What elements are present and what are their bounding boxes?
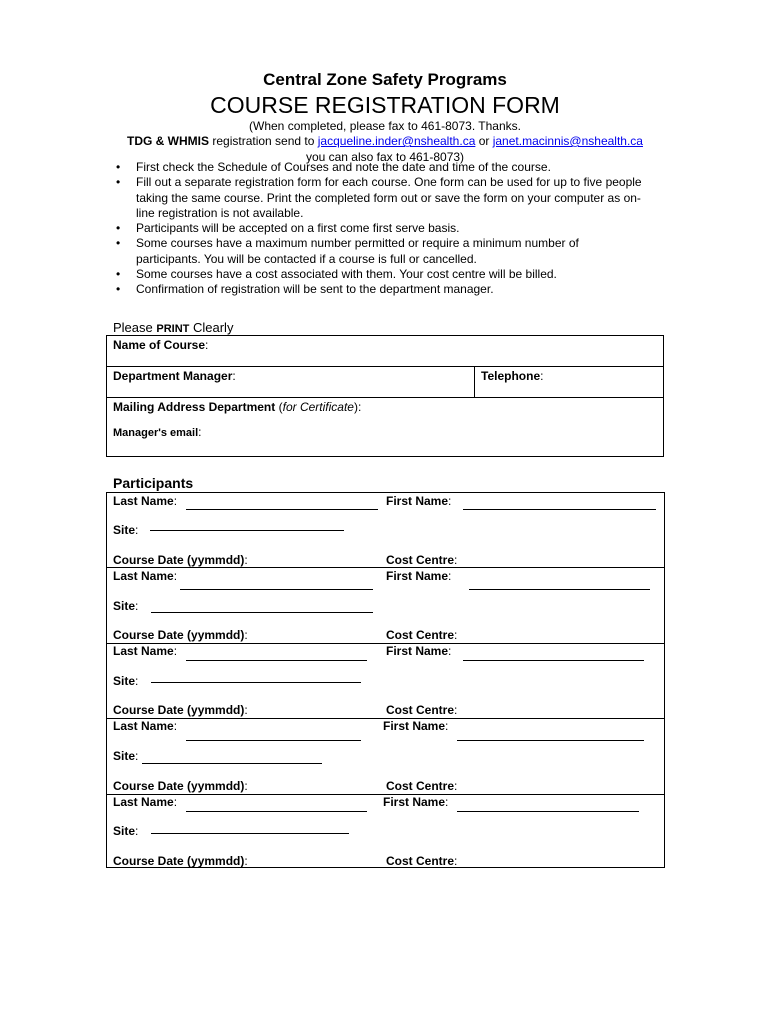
course-date-label[interactable]: Course Date (yymmdd): xyxy=(113,854,248,868)
site-label: Site: xyxy=(113,523,139,537)
last-name-label: Last Name: xyxy=(113,494,178,508)
site-input[interactable] xyxy=(150,530,344,531)
first-name-input[interactable] xyxy=(457,811,639,812)
site-input[interactable] xyxy=(142,763,322,764)
print-clearly-header: Please PRINT Clearly xyxy=(113,320,234,335)
site-label: Site: xyxy=(113,824,139,838)
last-name-input[interactable] xyxy=(186,811,367,812)
site-input[interactable] xyxy=(151,612,373,613)
instruction-item: • Confirmation of registration will be sent to the department manager. xyxy=(116,282,646,297)
department-manager-field[interactable]: Department Manager: xyxy=(107,367,475,398)
form-title: COURSE REGISTRATION FORM xyxy=(210,92,560,118)
instruction-item: • Some courses have a maximum number permitted or require a minimum number of participants. You will be contacted if a course is full or cancelled. xyxy=(116,236,646,267)
participants-header: Participants xyxy=(113,475,194,491)
fax-also-note: you can also fax to 461-8073) xyxy=(305,150,465,164)
tdg-whmis-label: TDG & WHMIS xyxy=(127,134,210,148)
email-instruction: TDG & WHMIS registration send to jacqueline.inder@nshealth.ca or janet.macinnis@nshealth.ca xyxy=(127,134,643,148)
site-input[interactable] xyxy=(151,833,349,834)
first-name-label: First Name: xyxy=(383,795,449,809)
site-label: Site: xyxy=(113,674,139,688)
managers-email-field[interactable]: Manager's email: xyxy=(113,425,202,439)
cost-centre-label[interactable]: Cost Centre: xyxy=(386,703,458,717)
fax-instruction: (When completed, please fax to 461-8073. Thanks. xyxy=(249,119,521,133)
first-name-label: First Name: xyxy=(386,644,452,658)
last-name-input[interactable] xyxy=(186,660,367,661)
first-name-input[interactable] xyxy=(469,589,650,590)
telephone-field[interactable]: Telephone: xyxy=(475,367,664,398)
last-name-label: Last Name: xyxy=(113,795,178,809)
last-name-label: Last Name: xyxy=(113,719,178,733)
first-name-label: First Name: xyxy=(383,719,449,733)
name-of-course-field[interactable]: Name of Course: xyxy=(107,336,664,367)
first-name-label: First Name: xyxy=(386,569,452,583)
course-info-table xyxy=(106,335,664,457)
cost-centre-label[interactable]: Cost Centre: xyxy=(386,553,458,567)
last-name-input[interactable] xyxy=(186,740,361,741)
last-name-label: Last Name: xyxy=(113,569,178,583)
first-name-input[interactable] xyxy=(463,660,644,661)
site-input[interactable] xyxy=(151,682,361,683)
site-label: Site: xyxy=(113,599,139,613)
first-name-label: First Name: xyxy=(386,494,452,508)
participants-box-bottom xyxy=(106,867,665,868)
course-date-label[interactable]: Course Date (yymmdd): xyxy=(113,628,248,642)
first-name-input[interactable] xyxy=(457,740,644,741)
cost-centre-label[interactable]: Cost Centre: xyxy=(386,779,458,793)
last-name-input[interactable] xyxy=(180,589,373,590)
instruction-item: • First check the Schedule of Courses and note the date and time of the course. xyxy=(116,160,646,175)
cost-centre-label[interactable]: Cost Centre: xyxy=(386,854,458,868)
instruction-item: • Fill out a separate registration form for each course. One form can be used for up to five people taking the same course. Print the completed form out or save the form on your computer as on-line registration is not available. xyxy=(116,175,646,221)
email-link-jacqueline[interactable]: jacqueline.inder@nshealth.ca xyxy=(317,134,476,148)
first-name-input[interactable] xyxy=(463,509,656,510)
instruction-item: • Participants will be accepted on a first come first serve basis. xyxy=(116,221,646,236)
last-name-input[interactable] xyxy=(186,509,378,510)
last-name-label: Last Name: xyxy=(113,644,178,658)
instruction-item: • Some courses have a cost associated with them. Your cost centre will be billed. xyxy=(116,267,646,282)
organization-name: Central Zone Safety Programs xyxy=(263,70,507,89)
mailing-address-field[interactable]: Mailing Address Department (for Certificate): Manager's email: xyxy=(107,398,664,457)
email-link-janet[interactable]: janet.macinnis@nshealth.ca xyxy=(492,134,643,148)
course-date-label[interactable]: Course Date (yymmdd): xyxy=(113,553,248,567)
course-date-label[interactable]: Course Date (yymmdd): xyxy=(113,703,248,717)
site-label: Site: xyxy=(113,749,139,763)
cost-centre-label[interactable]: Cost Centre: xyxy=(386,628,458,642)
instructions-list xyxy=(116,160,646,298)
course-date-label[interactable]: Course Date (yymmdd): xyxy=(113,779,248,793)
